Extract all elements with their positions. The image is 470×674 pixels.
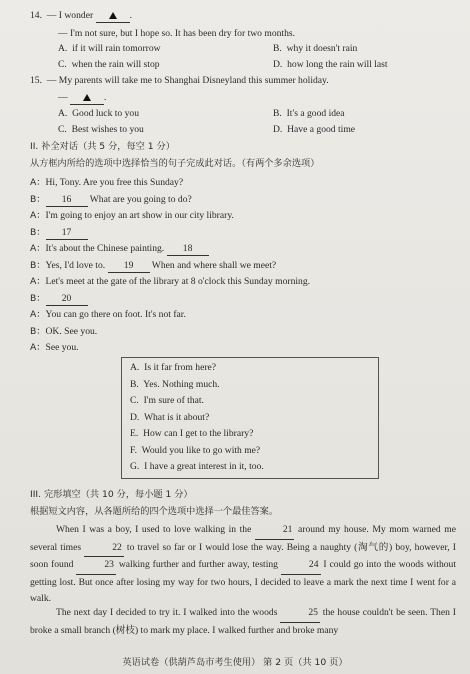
dialogue-text: You can go there on foot. It's not far. (45, 309, 186, 320)
dialogue-speaker: A： (30, 243, 46, 254)
q15-option-d: D. Have a good time (273, 124, 356, 135)
dialogue-blank[interactable]: 18 (167, 243, 209, 256)
dialogue-speaker: A： (30, 342, 46, 353)
passage-text: the house couldn't be seen. Then I broke a small branch (树枝) to mark my place. I walked further and broke many (30, 607, 456, 636)
dialogue-text: It's about the Chinese painting. (45, 243, 167, 254)
q15-option-c: C. Best wishes to you (58, 124, 144, 135)
dialogue-speaker: B： (30, 293, 46, 304)
passage-text: to travel so far or I would lose the way. Being a naughty (淘气的) boy, however, I soon found (30, 541, 457, 571)
dialogue-line (30, 342, 79, 354)
dialogue-speaker: B： (30, 326, 46, 337)
dialogue-text: See you. (45, 342, 79, 353)
dialogue-speaker: A： (30, 309, 46, 320)
dialogue-text: Yes, I'd love to. (45, 260, 108, 271)
dialogue-blank[interactable]: 20 (46, 293, 88, 306)
section3-instruction: 根据短文内容，从各题所给的四个选项中选择一个最佳答案。 (30, 506, 279, 517)
q14-prompt-line: 14. — I wonder . (30, 10, 132, 21)
q14-prompt: — I wonder (46, 10, 94, 21)
dialogue-text: What are you going to do? (87, 194, 192, 205)
dialogue-speaker: A： (30, 210, 46, 221)
dialogue-line (30, 293, 88, 306)
cloze-blank[interactable]: 23 (76, 557, 116, 575)
dialogue-text: Let's meet at the gate of the library at 8 o'clock this Sunday morning. (45, 276, 311, 287)
box-option-b: B. Yes. Nothing much. (130, 378, 220, 390)
section3-heading: III. 完形填空（共 10 分，每小题 1 分） (30, 489, 193, 500)
box-option-c: C. I'm sure of that. (130, 395, 204, 406)
dialogue-line (30, 227, 88, 240)
dialogue-text: I'm going to enjoy an art show in our city library. (45, 210, 234, 221)
q15-option-a: A. Good luck to you (58, 108, 140, 119)
q14-option-c: C. when the rain will stop (58, 59, 160, 70)
q15-number: 15. (30, 75, 42, 86)
passage-text: The next day I decided to try it. I walked into the woods (56, 607, 281, 618)
q15-prompt-line (30, 75, 329, 87)
q14-number: 14. (30, 10, 42, 21)
triangle-icon (83, 94, 91, 101)
passage-text: I could go into the woods without getting lost. But once after losing my way for two hours, I decided to leave a mark the next time I went for a walk. (30, 559, 457, 605)
dialogue-blank[interactable]: 19 (108, 260, 150, 273)
box-option-e: E. How can I get to the library? (130, 428, 254, 439)
dialogue-speaker: B： (30, 260, 46, 271)
dialogue-blank[interactable]: 17 (46, 227, 88, 240)
dialogue-speaker: B： (30, 227, 46, 238)
dialogue-line (30, 326, 97, 338)
q14-blank (96, 10, 130, 23)
passage-text: around my house. My mom warned me several times (30, 524, 456, 553)
cloze-blank[interactable]: 25 (280, 605, 320, 623)
dialogue-speaker: B： (30, 194, 46, 205)
q14-option-d: D. how long the rain will last (273, 59, 388, 70)
passage-paragraph-2 (30, 605, 456, 639)
dialogue-line (30, 210, 234, 222)
dialogue-blank[interactable]: 16 (46, 194, 88, 207)
dialogue-line (30, 309, 186, 321)
dialogue-line (30, 260, 276, 273)
dialogue-text: When and where shall we meet? (149, 260, 277, 271)
box-option-g: G. I have a great interest in it, too. (130, 461, 264, 472)
box-option-d: D. What is it about? (130, 411, 210, 423)
q15-prompt: — My parents will take me to Shanghai Disneyland this summer holiday. (46, 75, 329, 86)
cloze-blank[interactable]: 21 (255, 522, 295, 540)
passage-paragraph-1 (30, 522, 456, 608)
q14-reply: — I'm not sure, but I hope so. It has been dry for two months. (58, 28, 296, 39)
q15-option-b: B. It's a good idea (273, 108, 345, 119)
triangle-icon (109, 12, 117, 19)
section2-heading: II. 补全对话（共 5 分，每空 1 分） (30, 141, 175, 152)
dialogue-speaker: A： (30, 177, 46, 188)
passage-text: When I was a boy, I used to love walking in the (56, 524, 255, 535)
passage-text: walking further and further away, testing (115, 559, 281, 571)
dialogue-text: Hi, Tony. Are you free this Sunday? (45, 177, 184, 188)
dialogue-line (30, 276, 310, 288)
q14-option-b: B. why it doesn't rain (273, 43, 358, 54)
dialogue-line (30, 194, 192, 207)
q15-reply: — . (58, 92, 107, 103)
box-option-f: F. Would you like to go with me? (130, 444, 261, 456)
options-box (121, 357, 379, 479)
page-footer: 英语试卷（供葫芦岛市考生使用） 第 2 页（共 10 页） (122, 657, 348, 668)
dialogue-text: OK. See you. (45, 326, 98, 337)
q14-option-a: A. if it will rain tomorrow (58, 43, 161, 54)
dialogue-line (30, 177, 183, 189)
dialogue-line (30, 243, 209, 256)
cloze-blank[interactable]: 22 (84, 540, 124, 558)
cloze-blank[interactable]: 24 (281, 557, 321, 575)
section2-instruction: 从方框内所给的选项中选择恰当的句子完成此对话。（有两个多余选项） (30, 158, 320, 169)
q15-blank (70, 92, 104, 105)
box-option-a: A. Is it far from here? (130, 362, 217, 373)
dialogue-speaker: A： (30, 276, 46, 287)
